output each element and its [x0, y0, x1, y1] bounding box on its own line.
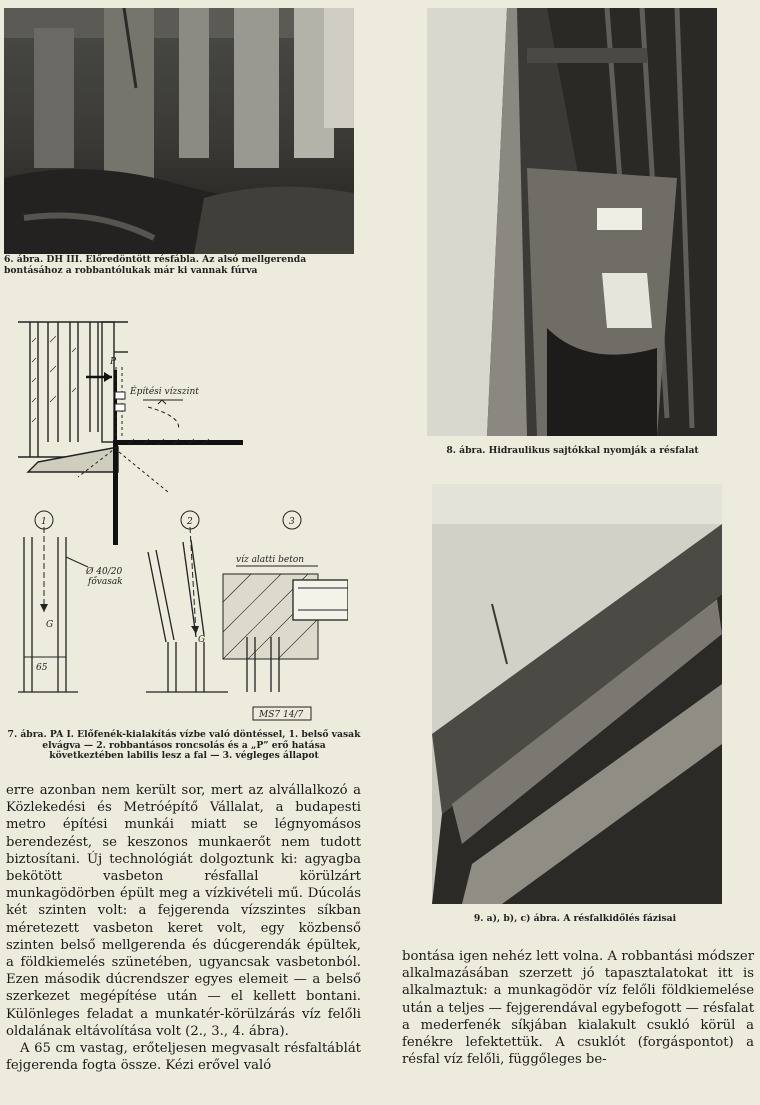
- figure-6-photo: [4, 8, 354, 254]
- gravity-2-label: G: [198, 635, 206, 645]
- left-paragraph-1: erre azonban nem került sor, mert az alvállalkozó a Közlekedési és Metróépítő Vállalat, a budapesti metro építési munkái miatt se légnyomásos berendezést, se keszonos munkaerőt nem tudott biztosítani. Új technológiát dolgoztunk ki: agyagba bekötött vasbeton résfallal körülzárt munkagödörben épült meg a vízkivételi mű. Dúcolás két szinten volt: a fejgerenda vízszintes síkban méretezett vasbeton keret volt, egy közbenső szinten belső mellgerenda és dúcgerendák épültek, a földkiemelés szünetében, ugyancsak vasbetonból. Ezen második dúcrendszer egyes elemeit — a belső szerkezet megépítése után — el kellett bontani. Különleges feladat a munkatér-körülzárás víz felőli oldalának eltávolítása volt (2., 3., 4. ábra).: [6, 783, 361, 1039]
- thickness-label: 65: [36, 663, 48, 673]
- figure-9-photo: [432, 484, 722, 904]
- figure-8-photo: [427, 8, 717, 436]
- rebar-note-label: fővasak: [88, 577, 123, 587]
- drawing-stamp: MS7 14/7: [259, 710, 304, 720]
- right-paragraph-1: bontása igen nehéz lett volna. A robbantási módszer alkalmazásában szerzett jó tapasztalatokat itt is alkalmaztuk: a munkagödör víz felőli földkiemelése után a teljes — fejgerendával egybefogott — résfalat a mederfenék síkjában kialakult csukló körül a fenékre lefektettük. A csuklót (forgáspontot) a résfal víz felőli, függőleges be-: [402, 949, 754, 1068]
- rebar-label: Ø 40/20: [86, 567, 123, 577]
- figure-9-caption: 9. a), b), c) ábra. A résfalkidőlés fázisai: [473, 913, 677, 924]
- right-column-text: [402, 948, 754, 1068]
- water-level-label: Építési vízszint: [130, 387, 199, 397]
- figure-8-caption: 8. ábra. Hidraulikus sajtókkal nyomják a résfalat: [446, 445, 699, 456]
- figure-7-diagram: [18, 312, 348, 724]
- step-2-label: 2: [187, 517, 193, 527]
- p-force-label: P: [110, 357, 117, 367]
- left-paragraph-2: A 65 cm vastag, erőteljesen megvasalt résfaltáblát fejgerenda fogta össze. Kézi erővel való: [6, 1041, 361, 1074]
- step-1-label: 1: [41, 517, 47, 527]
- gravity-1-label: G: [46, 620, 54, 630]
- left-column-text: [6, 782, 361, 1074]
- figure-6-caption: 6. ábra. DH III. Előredöntött résfábla. Az alsó mellgerenda bontásához a robbantólukak már ki vannak fúrva: [4, 254, 307, 276]
- underwater-concrete-label: víz alatti beton: [236, 555, 305, 565]
- step-3-label: 3: [289, 517, 295, 527]
- figure-7-caption: 7. ábra. PA I. Előfenék-kialakítás vízbe való döntéssel, 1. belső vasak elvágva — 2. robbantásos roncsolás és a „P” erő hatása következtében labilis lesz a fal — 3. végleges állapot: [7, 729, 361, 761]
